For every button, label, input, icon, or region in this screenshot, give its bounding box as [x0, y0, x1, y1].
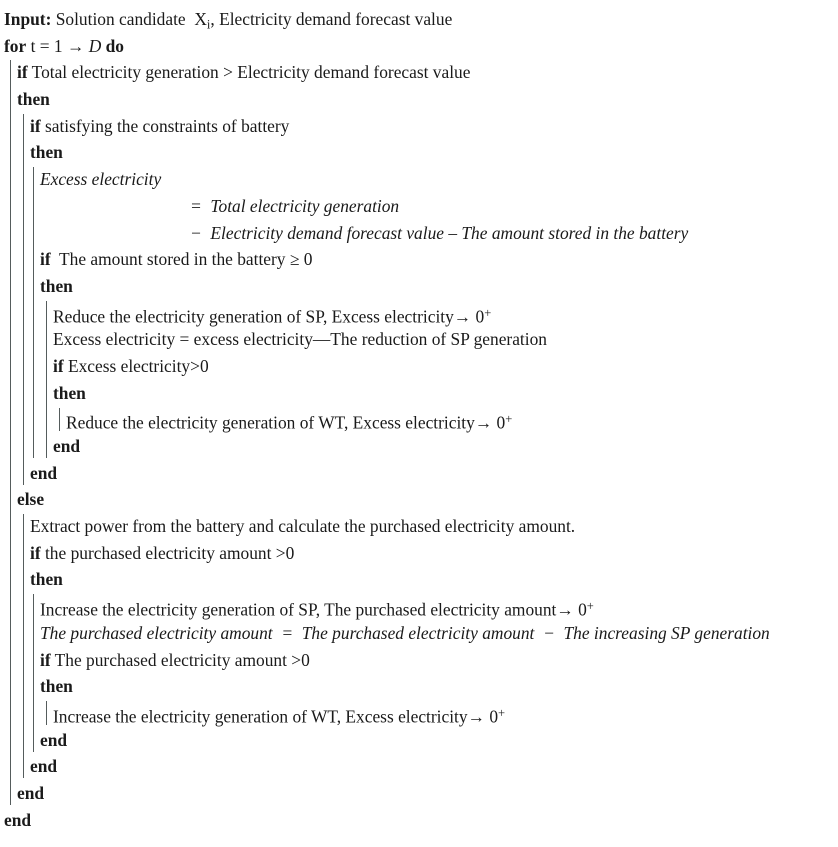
- line-body-text: Total electricity generation > Electricity demand forecast value: [27, 62, 471, 83]
- keyword-if: if: [17, 62, 28, 83]
- line-text: [30, 513, 575, 540]
- keyword-if: if: [40, 649, 51, 670]
- line-body-text: Excess electricity>0: [63, 355, 209, 376]
- line-text: [40, 647, 310, 674]
- line-body-text: The purchased electricity amount >0: [50, 649, 310, 670]
- keyword-then: then: [17, 89, 50, 110]
- line-text: [40, 727, 67, 754]
- line-text: [53, 326, 547, 353]
- line-text: [17, 86, 50, 113]
- superscript: +: [484, 305, 492, 320]
- keyword-if: if: [30, 542, 41, 563]
- line-text: [40, 273, 73, 300]
- pseudocode-line-if-excess-gt-zero: [0, 353, 838, 380]
- pseudocode-line-end-1: [0, 433, 838, 460]
- line-text: [53, 353, 209, 380]
- keyword-if: if: [53, 355, 64, 376]
- pseudocode-line-then-2: [0, 139, 838, 166]
- pseudocode-line-if-battery-ge-zero: [0, 246, 838, 273]
- pseudocode-line-if-total-generation: [0, 59, 838, 86]
- line-text: [30, 139, 63, 166]
- line-body-text: The amount stored in the battery ≥ 0: [50, 249, 313, 270]
- keyword-end: end: [30, 462, 58, 483]
- keyword-for: for: [4, 35, 27, 56]
- line-text: [40, 593, 594, 623]
- pseudocode-line-reduce-wt: [0, 406, 838, 433]
- pseudocode-line-excess-electricity-def: [0, 166, 838, 193]
- superscript: +: [586, 599, 594, 614]
- line-text: [30, 753, 57, 780]
- pseudocode-line-then-4: [0, 380, 838, 407]
- pseudocode-line-end-5: [0, 780, 838, 807]
- keyword-then: then: [40, 275, 73, 296]
- pseudocode-line-end-6: [0, 807, 838, 834]
- line-body-text: Increase the electricity generation of SP, The purchased electricity amount→ 0: [40, 599, 587, 620]
- italic-expression: Excess electricity: [40, 169, 162, 190]
- keyword-then: then: [40, 676, 73, 697]
- line-text: [66, 406, 512, 436]
- line-body-text-continued: , Electricity demand forecast value: [210, 9, 453, 29]
- line-text: [40, 246, 312, 273]
- pseudocode-line-if-purchased-gt-zero-2: [0, 647, 838, 674]
- keyword-end: end: [53, 436, 81, 456]
- pseudocode-line-then-3: [0, 273, 838, 300]
- line-text: [4, 33, 124, 60]
- pseudocode-line-increase-wt: [0, 700, 838, 727]
- line-body-text: the purchased electricity amount >0: [40, 542, 295, 563]
- line-text: [17, 59, 470, 86]
- pseudocode-line-purchased-amount-eq: [0, 620, 838, 647]
- keyword-end: end: [30, 756, 58, 777]
- keyword-end: end: [40, 729, 68, 750]
- pseudocode-line-if-purchased-gt-zero: [0, 540, 838, 567]
- line-text: [30, 113, 289, 140]
- pseudocode-line-reduce-sp: [0, 300, 838, 327]
- superscript: +: [498, 705, 506, 720]
- line-text: [17, 780, 44, 807]
- line-text: [17, 486, 44, 513]
- line-body-text: Extract power from the battery and calculate the purchased electricity amount.: [30, 516, 576, 537]
- pseudocode-line-end-4: [0, 753, 838, 780]
- line-text: [53, 380, 86, 407]
- pseudocode-line-end-3: [0, 727, 838, 754]
- line-text: [30, 566, 63, 593]
- keyword-then: then: [30, 142, 63, 163]
- line-text: [53, 300, 491, 330]
- pseudocode-line-excess-minus-sp: [0, 326, 838, 353]
- pseudocode-line-end-2: [0, 460, 838, 487]
- pseudocode-line-input: [0, 6, 838, 33]
- superscript: +: [505, 412, 513, 427]
- line-body-text: Solution candidate X: [51, 9, 207, 29]
- pseudocode-line-else-1: [0, 486, 838, 513]
- keyword-do: do: [101, 35, 124, 56]
- line-text: [53, 433, 80, 460]
- pseudocode-line-if-battery-constraints: [0, 113, 838, 140]
- line-text: [40, 220, 688, 247]
- pseudocode-line-extract-power: [0, 513, 838, 540]
- keyword-else: else: [17, 489, 45, 510]
- keyword-then: then: [53, 382, 86, 403]
- keyword-if: if: [40, 249, 51, 270]
- line-text: [40, 193, 399, 220]
- line-body-text: Reduce the electricity generation of WT, Excess electricity→ 0: [66, 412, 506, 433]
- subscript: i: [206, 17, 211, 32]
- line-text: [30, 540, 294, 567]
- italic-expression: D: [88, 35, 102, 56]
- keyword-if: if: [30, 115, 41, 136]
- italic-expression: − Electricity demand forecast value – The amount stored in the battery: [190, 222, 689, 243]
- pseudocode-line-increase-sp: [0, 593, 838, 620]
- pseudocode-line-then-6: [0, 673, 838, 700]
- line-text: [53, 700, 505, 730]
- keyword-end: end: [4, 809, 32, 830]
- keyword-Input: Input:: [4, 9, 52, 29]
- line-text: [40, 166, 161, 193]
- pseudocode-line-excess-eq-line-1: [0, 193, 838, 220]
- pseudocode-line-then-5: [0, 566, 838, 593]
- pseudocode-lines: [0, 6, 838, 833]
- pseudocode-line-for-loop: [0, 33, 838, 60]
- italic-expression: = Total electricity generation: [190, 195, 400, 216]
- line-body-text: Reduce the electricity generation of SP, Excess electricity→ 0: [53, 305, 485, 326]
- line-body-text: t = 1 →: [26, 35, 89, 56]
- line-body-text: Increase the electricity generation of WT, Excess electricity→ 0: [53, 706, 499, 727]
- pseudocode-line-then-1: [0, 86, 838, 113]
- line-text: [4, 807, 31, 834]
- pseudocode-line-excess-eq-line-2: [0, 220, 838, 247]
- keyword-end: end: [17, 782, 45, 803]
- line-text: [40, 673, 73, 700]
- line-body-text: satisfying the constraints of battery: [40, 115, 290, 136]
- line-text: [30, 460, 57, 487]
- line-body-text: Excess electricity = excess electricity—The reduction of SP generation: [53, 329, 547, 350]
- line-text: [40, 620, 770, 647]
- keyword-then: then: [30, 569, 63, 590]
- italic-expression: The purchased electricity amount = The purchased electricity amount − The increasing SP generation: [40, 622, 770, 643]
